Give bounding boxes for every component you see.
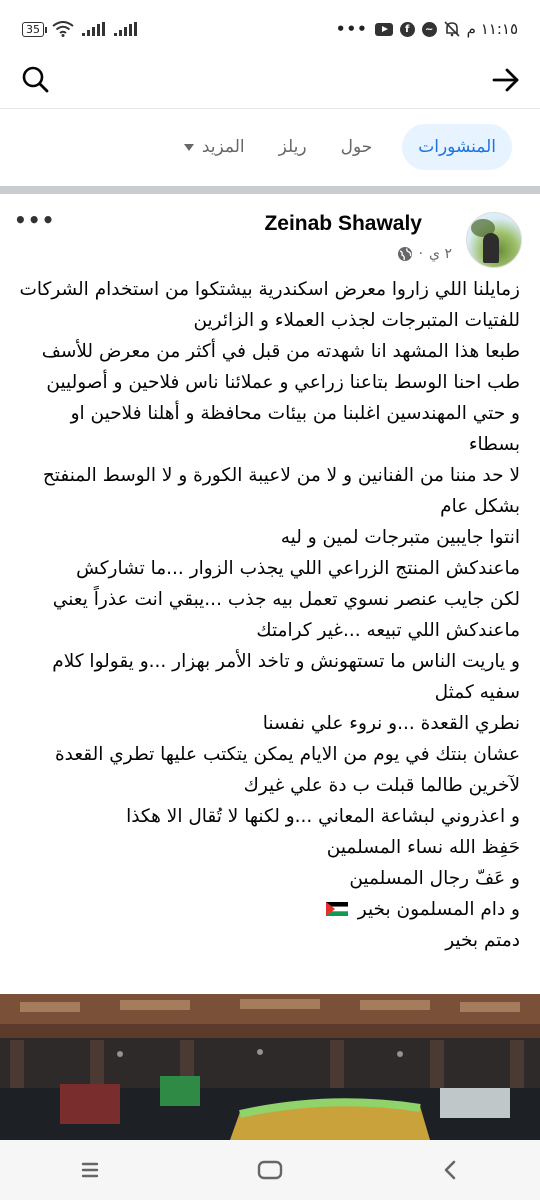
post-line: دمتم بخير bbox=[445, 930, 520, 951]
top-bar bbox=[0, 58, 540, 109]
post-line: و حتي المهندسين اغلبنا من بيئات محافظة و أهلنا فلاحين او bbox=[70, 403, 520, 424]
post-line: و اعذروني لبشاعة المعاني ...و لكنها لا تُقال الا هكذا bbox=[126, 806, 520, 827]
search-icon[interactable] bbox=[20, 64, 52, 96]
wifi-icon bbox=[52, 21, 74, 37]
status-left bbox=[22, 21, 138, 37]
section-divider bbox=[0, 186, 540, 194]
tab-more[interactable] bbox=[180, 124, 249, 170]
post-line: و عَفّ رجال المسلمين bbox=[349, 868, 520, 889]
arrow-right-icon[interactable] bbox=[490, 64, 522, 96]
tab-about[interactable]: حول bbox=[340, 137, 373, 157]
post-line-with-flag bbox=[16, 894, 520, 925]
post-header bbox=[0, 194, 540, 270]
messenger-icon: ~ bbox=[422, 22, 437, 37]
youtube-icon bbox=[375, 23, 393, 36]
profile-tabs bbox=[180, 122, 512, 172]
more-dots-icon: ••• bbox=[335, 20, 368, 38]
post-image[interactable] bbox=[0, 994, 540, 1140]
author-name[interactable]: Zeinab Shawaly bbox=[264, 212, 422, 235]
post-line: بسطاء bbox=[468, 434, 520, 455]
system-nav-bar bbox=[0, 1140, 540, 1200]
post-line: لا حد مننا من الفنانين و لا من لاعيبة الكورة و لا الوسط المنفتح bbox=[42, 465, 520, 486]
post-line: لكن جايب عنصر نسوي تعمل بيه جذب ...يبقي انت عذراً يعني bbox=[52, 589, 520, 610]
battery-icon: 35 bbox=[22, 22, 44, 37]
recents-icon[interactable] bbox=[70, 1150, 110, 1190]
facebook-icon: f bbox=[400, 22, 415, 37]
post-line: ماعندكش اللي تبيعه ...غير كرامتك bbox=[256, 620, 520, 641]
post-line: حَفِظ الله نساء المسلمين bbox=[326, 837, 520, 858]
status-right bbox=[336, 20, 518, 38]
status-bar bbox=[0, 0, 540, 58]
post-line: بشكل عام bbox=[440, 496, 520, 517]
more-options-icon[interactable]: ••• bbox=[14, 208, 56, 232]
post-meta bbox=[397, 246, 452, 262]
caret-down-icon bbox=[184, 144, 194, 151]
palestine-flag-icon bbox=[326, 895, 348, 909]
status-time: ١١:١٥ م bbox=[466, 20, 518, 38]
mute-icon bbox=[444, 21, 460, 37]
post-line: للفتيات المتبرجات لجذب العملاء و الزائرين bbox=[193, 310, 520, 331]
meta-separator: · bbox=[418, 246, 424, 262]
post-line: طبعا هذا المشهد انا شهدته من قبل في أكثر من معرض للأسف bbox=[41, 341, 520, 362]
post-line: انتوا جايبين متبرجات لمين و ليه bbox=[280, 527, 520, 548]
exhibition-hall-photo bbox=[0, 994, 540, 1140]
post-line-text: و دام المسلمون بخير bbox=[357, 899, 520, 920]
tab-posts[interactable]: المنشورات bbox=[402, 124, 512, 170]
post-line: زمايلنا اللي زاروا معرض اسكندرية بيشتكوا من استخدام الشركات bbox=[19, 279, 520, 300]
post-line: لآخرين طالما قبلت ب دة علي غيرك bbox=[243, 775, 520, 796]
post-line: ماعندكش المنتج الزراعي اللي يجذب الزوار ...ما تشاركش bbox=[76, 558, 520, 579]
post-line: عشان بنتك في يوم من الايام يمكن يتكتب عليها تطري القعدة bbox=[54, 744, 520, 765]
post-line: سفيه كمثل bbox=[434, 682, 520, 703]
post-line: طب احنا الوسط بتاعنا زراعي و عملائنا ناس فلاحين و أصوليين bbox=[46, 372, 520, 393]
post-text bbox=[0, 274, 540, 956]
tab-reels[interactable]: ريلز bbox=[278, 137, 307, 157]
globe-icon bbox=[397, 246, 413, 262]
signal-icon bbox=[82, 22, 106, 36]
post-line: و ياريت الناس ما تستهونش و تاخد الأمر بهزار ...و يقولوا كلام bbox=[52, 651, 520, 672]
signal-icon bbox=[114, 22, 138, 36]
avatar-figure bbox=[483, 233, 499, 263]
post-time[interactable]: ٢ ي bbox=[429, 246, 452, 262]
home-icon[interactable] bbox=[250, 1150, 290, 1190]
avatar[interactable] bbox=[466, 212, 522, 268]
post-line: نطري القعدة ...و نروء علي نفسنا bbox=[262, 713, 520, 734]
tab-more-label: المزيد bbox=[201, 137, 245, 157]
back-chevron-icon[interactable] bbox=[430, 1150, 470, 1190]
